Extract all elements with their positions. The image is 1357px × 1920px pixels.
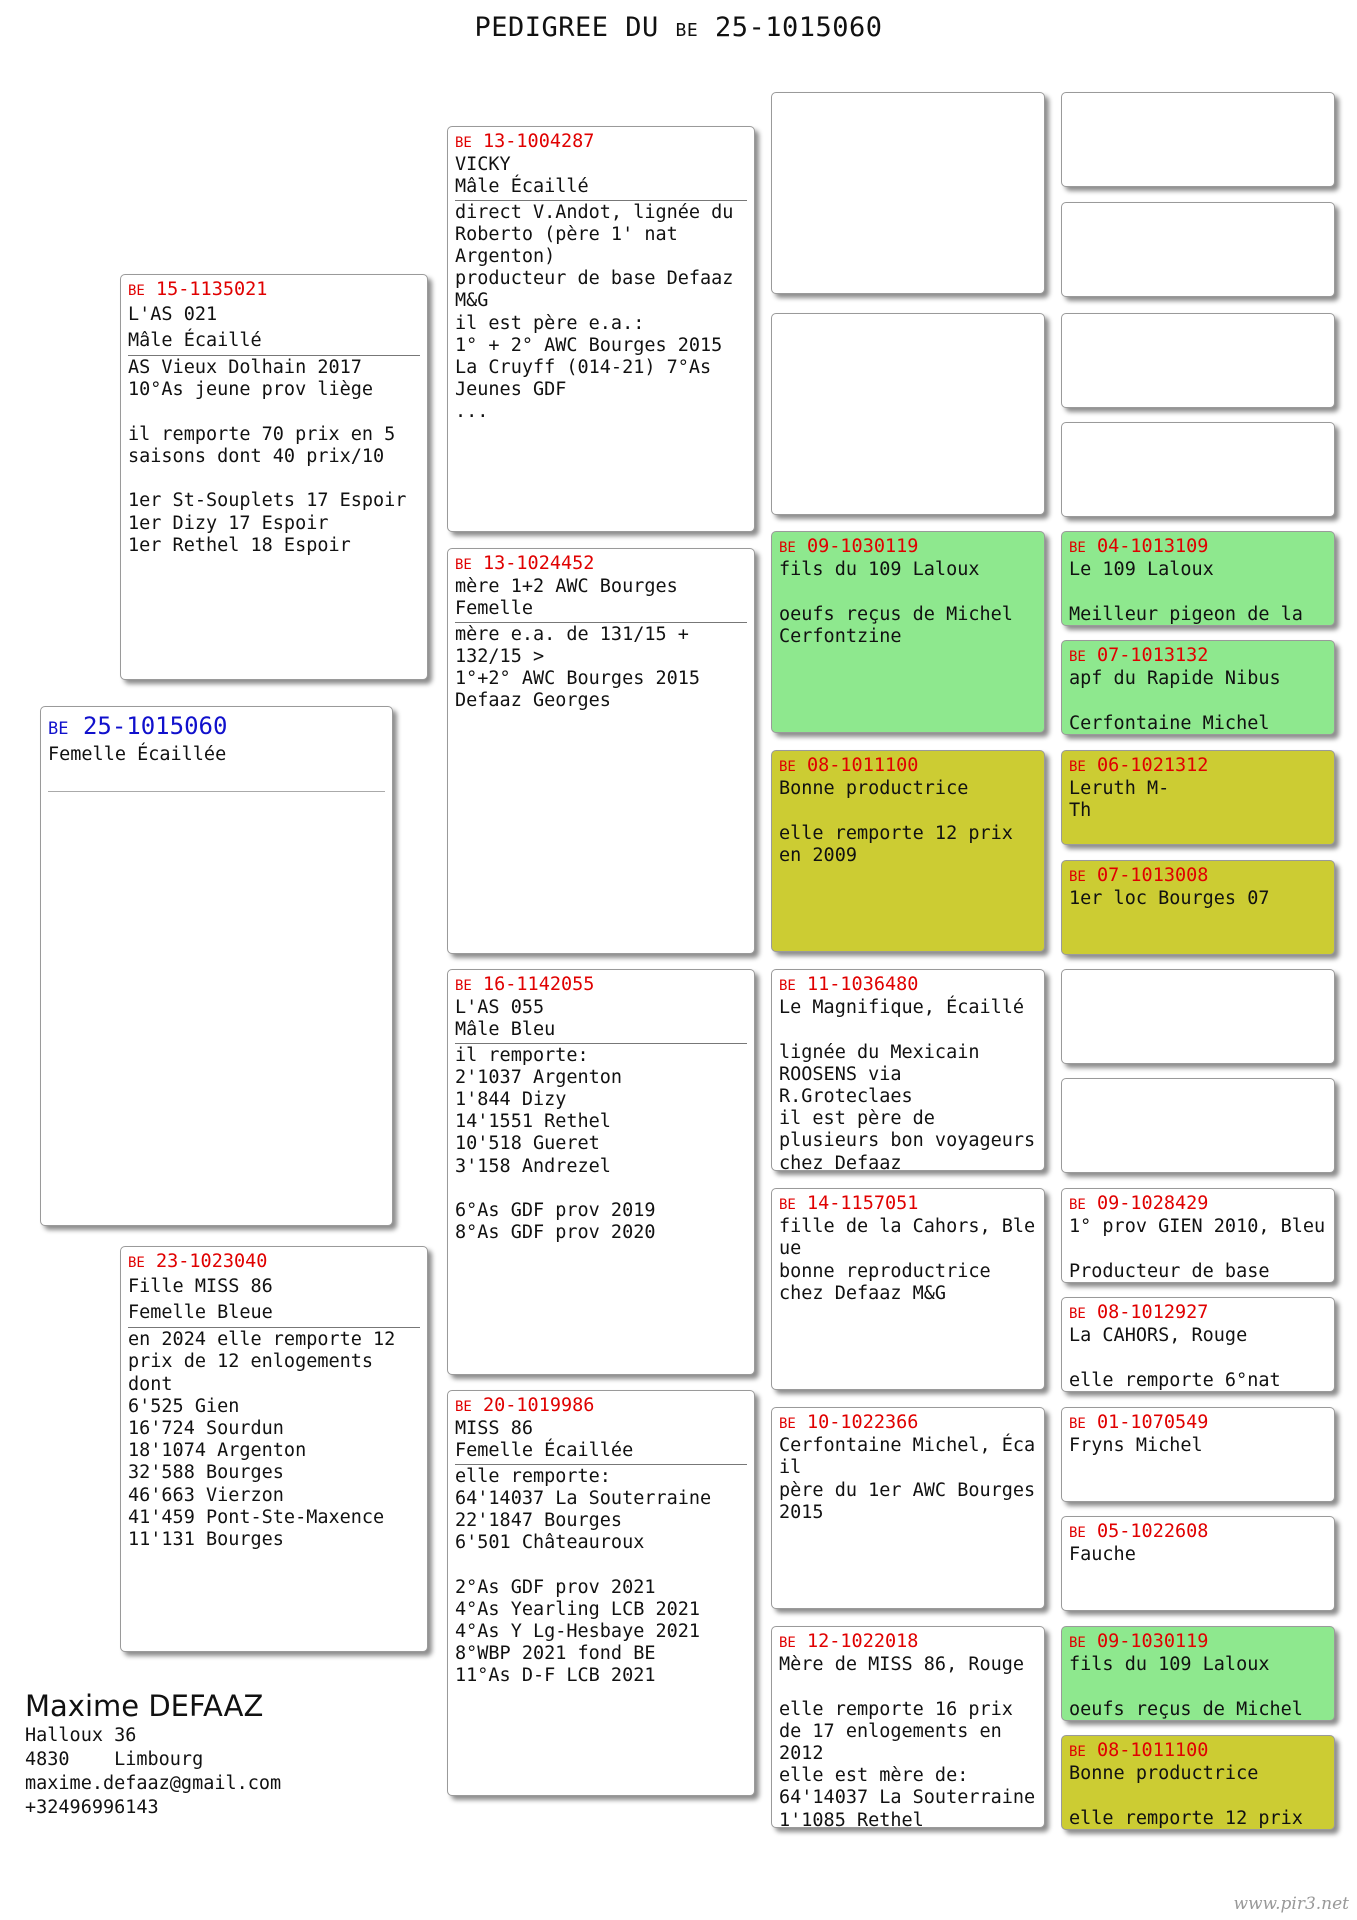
note-line: 2°As GDF prov 2021 (455, 1576, 656, 1598)
note-line: en 2024 elle remporte 12 (128, 1329, 396, 1351)
note-line: 6'501 Châteauroux (455, 1532, 645, 1554)
card-line: Bonne productrice (779, 778, 969, 800)
card-line (1069, 1785, 1327, 1807)
note-line: elle remporte: (455, 1465, 611, 1487)
card-line: il est père de (779, 1108, 935, 1130)
owner-city: 4830 Limbourg (25, 1749, 204, 1770)
note-line: 4°As Y Lg-Hesbaye 2021 (455, 1621, 701, 1643)
divider (128, 355, 420, 356)
gen4-card[interactable] (1061, 1188, 1335, 1283)
empty-card[interactable] (1061, 1078, 1335, 1173)
ring-number: BE 05-1022608 (1069, 1521, 1209, 1542)
pigeon-name: MISS 86 (455, 1418, 533, 1440)
notes (455, 624, 747, 713)
great-grandparent-card[interactable] (771, 531, 1045, 733)
ring-number: BE 11-1036480 (779, 974, 919, 995)
great-grandparent-card[interactable] (771, 750, 1045, 952)
great-grandparent-card[interactable] (771, 1188, 1045, 1390)
card-line: Fryns Michel (1069, 1435, 1203, 1457)
mother-card[interactable] (120, 1246, 428, 1652)
pigeon-sex: Mâle Bleu (455, 1019, 556, 1041)
note-line: 1'844 Dizy (455, 1089, 567, 1111)
ring-number: BE 07-1013008 (1069, 865, 1209, 886)
card-line (779, 800, 1037, 822)
note-line: il remporte: (455, 1044, 589, 1066)
note-line: 8°As GDF prov 2020 (455, 1222, 656, 1244)
card-line (1069, 581, 1327, 603)
divider (128, 1327, 420, 1328)
notes (455, 1045, 747, 1245)
card-line: Cerfontaine Michel (1069, 712, 1270, 734)
note-line: 1° + 2° AWC Bourges 2015 (455, 334, 723, 356)
card-line: bonne reproductrice (779, 1260, 991, 1282)
note-line (128, 402, 420, 424)
ring-number: BE 09-1028429 (1069, 1193, 1209, 1214)
card-line: elle remporte 6°nat (1069, 1369, 1281, 1391)
owner-name: Maxime DEFAAZ (25, 1689, 264, 1723)
note-line (455, 1554, 747, 1576)
empty-card[interactable] (1061, 313, 1335, 408)
card-line: Meilleur pigeon de la (1069, 603, 1303, 625)
card-line: ue (779, 1238, 802, 1260)
empty-card[interactable] (1061, 202, 1335, 297)
card-line: elle est mère de: (779, 1765, 969, 1787)
pigeon-sex: Femelle Écaillée (455, 1440, 634, 1462)
note-line: 1er Dizy 17 Espoir (128, 512, 329, 534)
note-line: 1er St-Souplets 17 Espoir (128, 490, 407, 512)
ring-number: BE 12-1022018 (779, 1631, 919, 1652)
card-line: fille de la Cahors, Ble (779, 1216, 1036, 1238)
ring-number: BE 23-1023040 (128, 1251, 268, 1272)
note-line: 2'1037 Argenton (455, 1066, 623, 1088)
empty-card[interactable] (1061, 92, 1335, 187)
note-line: direct V.Andot, lignée du (455, 201, 734, 223)
card-line: elle remporte 12 prix (779, 822, 1013, 844)
divider (455, 1464, 747, 1465)
note-line: 3'158 Andrezel (455, 1155, 611, 1177)
note-line: 4°As Yearling LCB 2021 (455, 1598, 701, 1620)
notes (455, 1466, 747, 1688)
card-line: 64'14037 La Souterraine (779, 1787, 1036, 1809)
card-line: il (779, 1457, 802, 1479)
pigeon-sex: Femelle Bleue (128, 1302, 273, 1324)
note-line: 11'131 Bourges (128, 1529, 284, 1551)
note-line: dont (128, 1373, 173, 1395)
note-line: 10°As jeune prov liège (128, 379, 374, 401)
note-line: 6°As GDF prov 2019 (455, 1200, 656, 1222)
ring-number: BE 09-1030119 (1069, 1631, 1209, 1652)
ring-number: BE 10-1022366 (779, 1412, 919, 1433)
pigeon-name: L'AS 055 (455, 997, 545, 1019)
gen4-card[interactable] (1061, 750, 1335, 845)
card-line: Cerfontzine (779, 625, 902, 647)
note-line: 64'14037 La Souterraine (455, 1487, 712, 1509)
card-line (1069, 1238, 1327, 1260)
father-card[interactable] (120, 274, 428, 680)
note-line: 1°+2° AWC Bourges 2015 (455, 668, 701, 690)
owner-phone[interactable]: +32496996143 (25, 1797, 159, 1818)
card-line: oeufs reçus de Michel (1069, 1698, 1303, 1720)
note-line: 11°As D-F LCB 2021 (455, 1665, 656, 1687)
ring-number: BE 08-1012927 (1069, 1302, 1209, 1323)
card-line: Th (1069, 800, 1092, 822)
owner-info (25, 1688, 281, 1820)
pigeon-sex: Mâle Écaillé (128, 330, 262, 352)
owner-street: Halloux 36 (25, 1725, 137, 1746)
note-line: Defaaz Georges (455, 690, 611, 712)
card-line: chez Defaaz M&G (779, 1282, 947, 1304)
card-line: apf du Rapide Nibus (1069, 668, 1281, 690)
ring-number: BE 20-1019986 (455, 1395, 595, 1416)
note-line: 132/15 > (455, 645, 545, 667)
card-line: ROOSENS via (779, 1063, 902, 1085)
pigeon-name: L'AS 021 (128, 304, 218, 326)
card-line: Le Magnifique, Écaillé (779, 997, 1025, 1019)
card-line: Mère de MISS 86, Rouge (779, 1654, 1025, 1676)
card-line: chez Defaaz (779, 1152, 902, 1171)
gen4-card[interactable] (1061, 531, 1335, 626)
note-line: 18'1074 Argenton (128, 1440, 307, 1462)
card-line (1069, 690, 1327, 712)
empty-card-ffm[interactable] (771, 313, 1045, 515)
ring-number: BE 09-1030119 (779, 536, 919, 557)
pigeon-name: mère 1+2 AWC Bourges (455, 576, 678, 598)
note-line: producteur de base Defaaz (455, 268, 734, 290)
gen4-card[interactable] (1061, 1735, 1335, 1830)
card-line: La CAHORS, Rouge (1069, 1325, 1248, 1347)
card-line: 1er loc Bourges 07 (1069, 888, 1270, 910)
card-line: Le 109 Laloux (1069, 559, 1214, 581)
divider (455, 622, 747, 623)
empty-card-ffx[interactable] (771, 92, 1045, 294)
card-line: Leruth M- (1069, 778, 1170, 800)
great-grandparent-card[interactable] (771, 1626, 1045, 1828)
note-line (455, 1178, 747, 1200)
note-line: 1er Rethel 18 Espoir (128, 534, 351, 556)
maternal-grandfather-card[interactable] (447, 969, 755, 1375)
card-line: père du 1er AWC Bourges (779, 1479, 1036, 1501)
great-grandparent-card[interactable] (771, 1407, 1045, 1609)
maternal-grandmother-card[interactable] (447, 1390, 755, 1796)
note-line: Jeunes GDF (455, 379, 567, 401)
card-line: en 2009 (779, 844, 857, 866)
watermark: www.pir3.net (1233, 1894, 1349, 1914)
empty-card[interactable] (1061, 422, 1335, 517)
empty-card[interactable] (1061, 969, 1335, 1064)
note-line: 10'518 Gueret (455, 1133, 600, 1155)
paternal-grandfather-card[interactable] (447, 126, 755, 532)
owner-email[interactable]: maxime.defaaz@gmail.com (25, 1773, 282, 1794)
note-line: 22'1847 Bourges (455, 1510, 623, 1532)
ring-number: BE 13-1004287 (455, 131, 595, 152)
ring-number: BE 07-1013132 (1069, 645, 1209, 666)
card-line: Producteur de base (1069, 1260, 1270, 1282)
note-line: il remporte 70 prix en 5 (128, 423, 396, 445)
gen4-card[interactable] (1061, 860, 1335, 955)
notes (455, 202, 747, 424)
great-grandparent-card[interactable] (771, 969, 1045, 1171)
note-line: ... (455, 401, 489, 423)
gen4-card[interactable] (1061, 1297, 1335, 1392)
subject-desc: Femelle Écaillée (48, 744, 227, 765)
note-line: il est père e.a.: (455, 312, 645, 334)
note-line: mère e.a. de 131/15 + (455, 623, 689, 645)
card-line: Bonne productrice (1069, 1763, 1259, 1785)
ring-number: BE 14-1157051 (779, 1193, 919, 1214)
notes (128, 1329, 420, 1551)
card-line (1069, 1347, 1327, 1369)
note-line: 16'724 Sourdun (128, 1418, 284, 1440)
pigeon-name: Fille MISS 86 (128, 1276, 273, 1298)
card-line: plusieurs bon voyageurs (779, 1130, 1036, 1152)
card-line (779, 1019, 1037, 1041)
page-title: PEDIGREE DU BE 25-1015060 (474, 12, 883, 43)
ring-number: BE 08-1011100 (1069, 1740, 1209, 1761)
card-line: de 17 enlogements en (779, 1720, 1002, 1742)
note-line: 8°WBP 2021 fond BE (455, 1643, 656, 1665)
divider (455, 1043, 747, 1044)
card-line: 1° prov GIEN 2010, Bleu (1069, 1216, 1326, 1238)
gen4-card[interactable] (1061, 640, 1335, 735)
ring-number: BE 08-1011100 (779, 755, 919, 776)
card-line: elle remporte 16 prix (779, 1698, 1013, 1720)
note-line (128, 468, 420, 490)
divider (455, 200, 747, 201)
card-line: 1'1085 Rethel (779, 1809, 924, 1828)
note-line: 6'525 Gien (128, 1395, 240, 1417)
note-line: La Cruyff (014-21) 7°As (455, 357, 712, 379)
card-line: oeufs reçus de Michel (779, 603, 1013, 625)
note-line: 46'663 Vierzon (128, 1484, 284, 1506)
divider (48, 791, 385, 792)
gen4-card[interactable] (1061, 1626, 1335, 1721)
gen4-card[interactable] (1061, 1407, 1335, 1502)
note-line: M&G (455, 290, 489, 312)
card-line: 2015 (779, 1501, 824, 1523)
ring-number: BE 25-1015060 (48, 712, 228, 740)
pigeon-sex: Femelle (455, 598, 533, 620)
note-line: 41'459 Pont-Ste-Maxence (128, 1506, 385, 1528)
note-line: AS Vieux Dolhain 2017 (128, 357, 362, 379)
card-line: Cerfontaine Michel, Éca (779, 1435, 1036, 1457)
ring-number: BE 16-1142055 (455, 974, 595, 995)
ring-number: BE 13-1024452 (455, 553, 595, 574)
subject-card[interactable] (40, 706, 393, 1226)
paternal-grandmother-card[interactable] (447, 548, 755, 954)
note-line: Argenton) (455, 246, 556, 268)
note-line: saisons dont 40 prix/10 (128, 446, 385, 467)
card-line (1069, 1676, 1327, 1698)
card-line (779, 581, 1037, 603)
card-line: 2012 (779, 1743, 824, 1764)
ring-number: BE 04-1013109 (1069, 536, 1209, 557)
ring-number: BE 01-1070549 (1069, 1412, 1209, 1433)
gen4-card[interactable] (1061, 1516, 1335, 1611)
card-line: elle remporte 12 prix (1069, 1807, 1303, 1829)
note-line: 14'1551 Rethel (455, 1111, 611, 1133)
card-line (779, 1676, 1037, 1698)
card-line: lignée du Mexicain (779, 1041, 980, 1063)
note-line: prix de 12 enlogements (128, 1351, 374, 1373)
card-line: fils du 109 Laloux (779, 559, 980, 581)
card-line: R.Groteclaes (779, 1086, 913, 1107)
note-line: Roberto (père 1' nat (455, 223, 678, 245)
pigeon-name: VICKY (455, 154, 511, 176)
note-line: 32'588 Bourges (128, 1462, 284, 1484)
card-line: Fauche (1069, 1544, 1136, 1566)
card-line: fils du 109 Laloux (1069, 1654, 1270, 1676)
pigeon-sex: Mâle Écaillé (455, 176, 589, 198)
notes (128, 357, 420, 557)
ring-number: BE 06-1021312 (1069, 755, 1209, 776)
ring-number: BE 15-1135021 (128, 279, 268, 300)
